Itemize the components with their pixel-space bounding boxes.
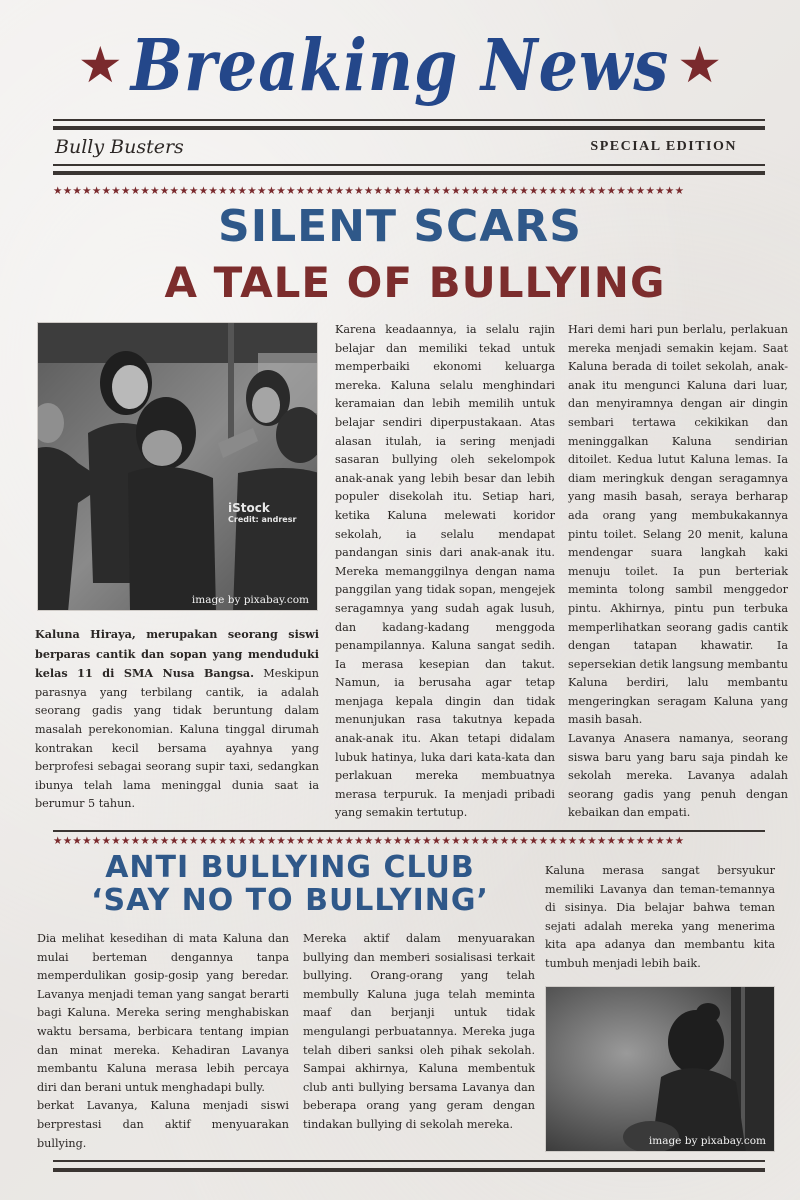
brand-name: Bully Busters <box>55 136 184 158</box>
article2-column3 <box>545 862 775 974</box>
article1-column1 <box>35 625 319 814</box>
watermark-credit: Credit: andresr <box>228 515 297 524</box>
star-divider-mid: ★★★★★★★★★★★★★★★★★★★★★★★★★★★★★★★★★★★★★★★★★★★★★★★★★★★★★★★★★★★★★★★★★ <box>53 836 685 847</box>
lead-text: Kaluna Hiraya, merupakan seorang siswi berparas cantik dan sopan yang menduduki kelas 11 di SMA Nusa Bangsa. <box>35 627 319 681</box>
body-text: Mereka aktif dalam menyuarakan bullying dan memberi sosialisasi terkait bullying. Orang-orang yang telah membully Kaluna juga telah meminta maaf dan berjanji untuk tidak mengulangi perbuatannya. Mereka juga telah diberi sanksi oleh pihak sekolah. Sampai akhirnya, Kaluna membentuk club anti bullying bersama Lavanya dan beberapa orang yang geram dengan tindakan bullying di sekolah mereka. <box>303 932 535 1131</box>
body-text: Kaluna merasa sangat bersyukur memiliki Lavanya dan teman-temannya di sisinya. Dia belajar bahwa teman sejati adalah mereka yang menerima kita apa adanya dan membantu kita tumbuh menjadi lebih baik. <box>545 864 775 970</box>
masthead <box>0 20 800 110</box>
article2-column1 <box>37 930 289 1153</box>
article2-photo <box>545 986 775 1152</box>
rule-top-thin <box>53 119 765 121</box>
article2-column2 <box>303 930 535 1135</box>
rule-mid-thick <box>53 171 765 175</box>
rule-mid-thin <box>53 164 765 166</box>
bullying-photo-illustration <box>38 323 318 611</box>
body-text: Meskipun parasnya yang terbilang cantik, ia adalah seorang gadis yang tidak beruntung dalam masalah perekonomian. Kaluna tinggal dirumah kontrakan kecil bersama ayahnya yang berprofesi sebagai seorang supir taxi, sedangkan ibunya telah lama meninggal dunia saat ia berumur 5 tahun. <box>35 667 319 811</box>
article1-headline-line1: SILENT SCARS <box>218 201 582 252</box>
body-text: Karena keadaannya, ia selalu rajin belajar dan memiliki tekad untuk memperbaiki ekonomi keluarga mereka. Kaluna selalu menghindari keramaian dan lebih memilih untuk belajar sendiri diperpustakaan. Atas alasan itulah, ia sering menjadi sasaran bullying oleh sekelompok anak-anak yang lebih besar dan lebih populer disekolah itu. Setiap hari, ketika Kaluna melewati koridor sekolah, ia selalu mendapat pandangan sinis dari anak-anak itu. Mereka memanggilnya dengan nama panggilan yang tidak sopan, mengejek seragamnya yang sudah agak lusuh, dan kadang-kadang menggoda penampilannya. Kaluna sangat sedih. Ia merasa kesepian dan takut. Namun, ia berusaha agar tetap menjaga kepala dingin dan tidak menunjukan rasa takutnya kepada anak-anak itu. Akan tetapi didalam lubuk hatinya, luka dari kata-kata dan perlakuan mereka membuatnya merasa terpuruk. Ia menjadi pribadi yang semakin tertutup. <box>335 323 555 820</box>
star-icon-left: ★ <box>77 36 123 94</box>
photo-caption: image by pixabay.com <box>191 594 309 606</box>
rule-section-divider <box>53 830 765 832</box>
watermark-brand: iStock <box>228 501 270 515</box>
article1-photo <box>37 322 318 611</box>
brand-row <box>55 130 765 164</box>
article1-column2 <box>335 321 555 823</box>
star-divider-top: ★★★★★★★★★★★★★★★★★★★★★★★★★★★★★★★★★★★★★★★★★★★★★★★★★★★★★★★★★★★★★★★★★ <box>53 186 685 197</box>
body-text: Hari demi hari pun berlalu, perlakuan mereka menjadi semakin kejam. Saat Kaluna berada di toilet sekolah, anak-anak itu mengunci Kaluna dari luar, dan menyiramnya dengan air dingin sembari tertawa cekikikan dan meninggalkan Kaluna sendirian ditoilet. Kedua lutut Kaluna lemas. Ia diam meringkuk dengan seragamnya yang masih basah, seraya berharap ada orang yang membukakannya pintu toilet. Selang 20 menit, kaluna mendengar suara langkah kaki menuju toilet. Ia pun berteriak meminta tolong sambil menggedor pintu. Akhirnya, pintu pun terbuka memperlihatkan seorang gadis cantik dengan tatapan khawatir. Ia sepersekian detik langsung membantu Kaluna berdiri, lalu membantu mengeringkan seragam Kaluna yang masih basah. <box>568 323 788 727</box>
photo-caption: image by pixabay.com <box>648 1135 766 1147</box>
body-text: Lavanya Anasera namanya, seorang siswa baru yang baru saja pindah ke sekolah mereka. Lavanya adalah seorang gadis yang penuh dengan kebaikan dan empati. <box>568 732 788 820</box>
star-icon-right: ★ <box>677 36 723 94</box>
rule-bottom-thick <box>53 1168 765 1172</box>
body-text: berkat Lavanya, Kaluna menjadi siswi berprestasi dan aktif menyuarakan bullying. <box>37 1099 289 1150</box>
rule-bottom-thin <box>53 1160 765 1162</box>
article1-column3 <box>568 321 788 823</box>
body-text: Dia melihat kesedihan di mata Kaluna dan mulai berteman dengannya tanpa memperdulikan gosip-gosip yang beredar. Lavanya menjadi teman yang sangat berarti bagi Kaluna. Mereka sering menghabiskan waktu bersama, berbicara tentang impian dan minat mereka. Kehadiran Lavanya membantu Kaluna merasa lebih percaya diri dan berani untuk menghadapi bully. <box>37 932 289 1094</box>
article1-headline-line2: A TALE OF BULLYING <box>164 258 666 307</box>
watermark <box>228 501 296 524</box>
article2-headline-line2: ‘SAY NO TO BULLYING’ <box>91 883 489 918</box>
edition-label: SPECIAL EDITION <box>590 139 737 154</box>
article2-headline-line1: ANTI BULLYING CLUB <box>105 850 475 885</box>
masthead-title: Breaking News <box>130 23 670 107</box>
window-girl-photo-illustration <box>546 987 775 1152</box>
